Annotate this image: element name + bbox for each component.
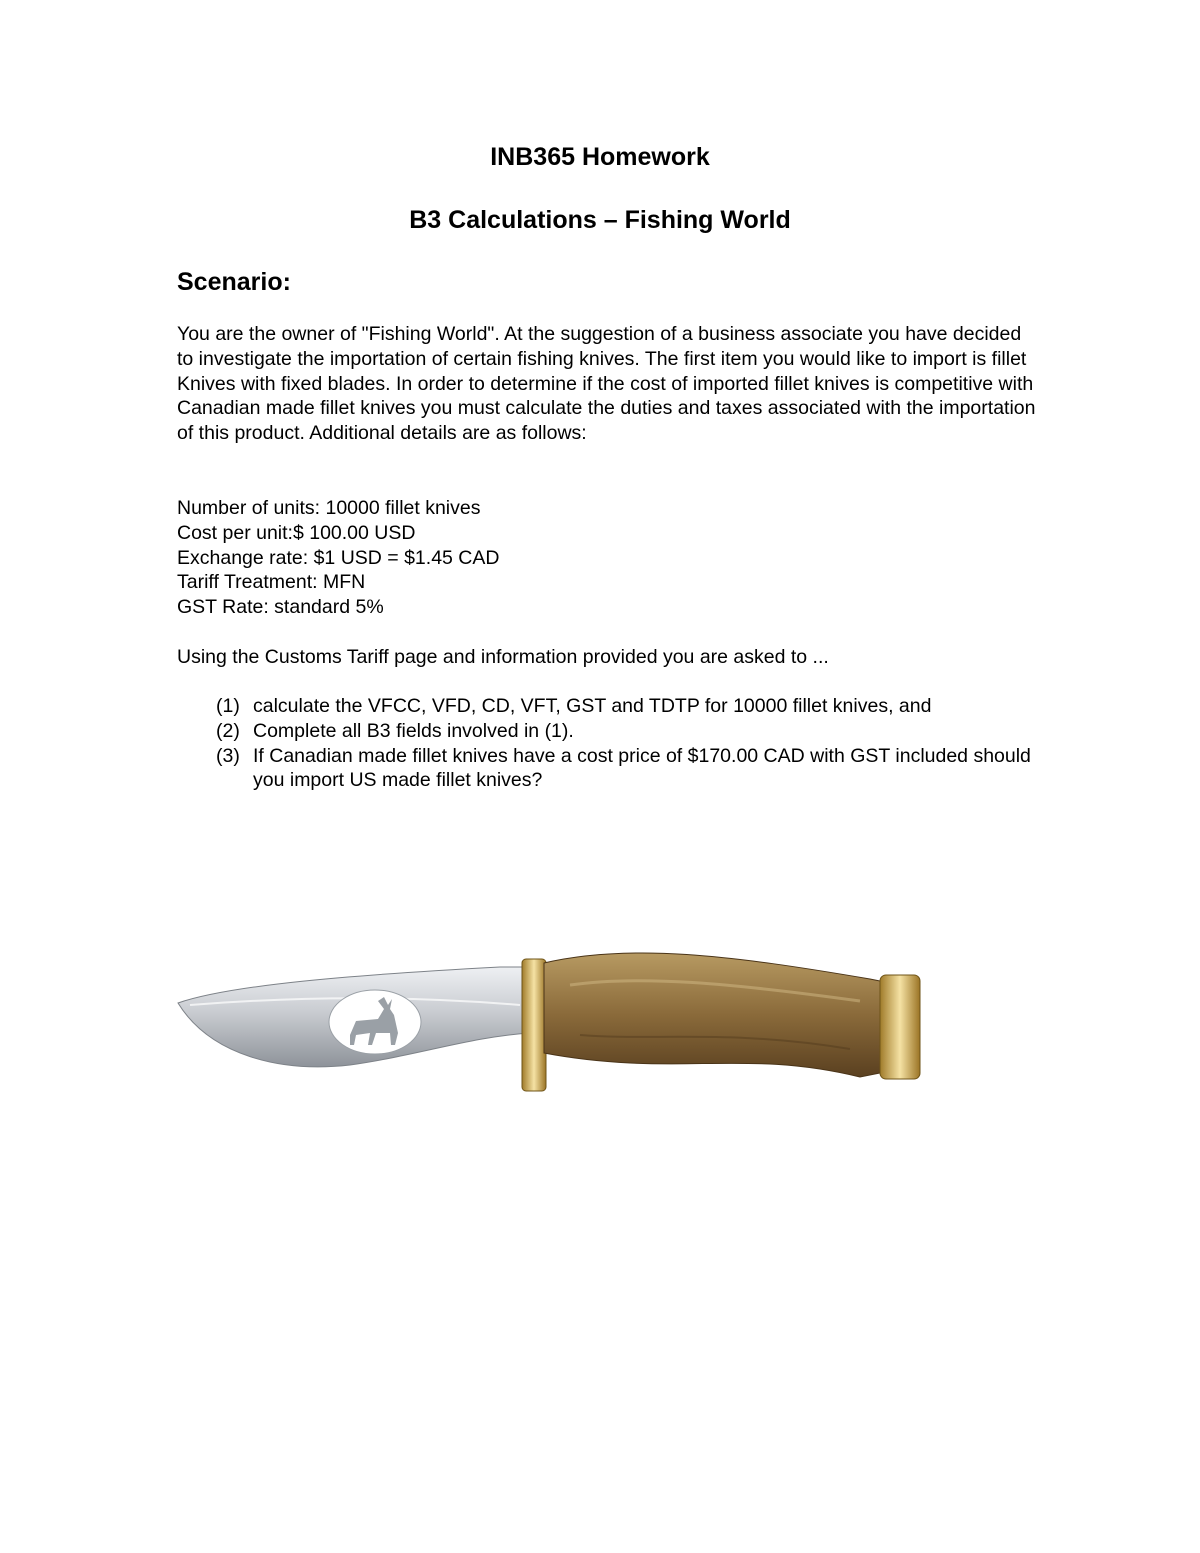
knife-pommel [880, 975, 920, 1079]
task-number: (3) [216, 744, 240, 767]
detail-units: Number of units: 10000 fillet knives [177, 497, 481, 519]
detail-exchange-rate: Exchange rate: $1 USD = $1.45 CAD [177, 546, 500, 569]
task-number: (1) [216, 695, 240, 717]
scenario-paragraph: You are the owner of "Fishing World". At the suggestion of a business associate you have decided to investigate the importation of certain fishing knives. The first item you would like to import is fillet Knives with fixed blades. In order to determine if the cost of imported fillet knives is competitive with Canadian made fillet knives you must calculate the duties and taxes associated with the importation of this product. Additional details are as follows: [177, 323, 1036, 445]
document-subtitle: B3 Calculations – Fishing World [409, 206, 791, 234]
task-list [216, 694, 1036, 793]
document-title: INB365 Homework [490, 143, 710, 171]
task-intro: Using the Customs Tariff page and information provided you are asked to ... [177, 646, 829, 668]
task-text: If Canadian made fillet knives have a cost price of $170.00 CAD with GST included should you import US made fillet knives? [253, 744, 1031, 792]
task-text: calculate the VFCC, VFD, CD, VFT, GST and TDTP for 10000 fillet knives, and [253, 695, 932, 717]
section-heading: Scenario: [177, 268, 291, 296]
task-item [216, 694, 1036, 719]
task-item [216, 744, 1036, 794]
detail-tariff: Tariff Treatment: MFN [177, 571, 366, 594]
knife-guard [522, 959, 546, 1091]
knife-illustration [170, 945, 930, 1105]
task-number: (2) [216, 719, 240, 742]
detail-cost: Cost per unit:$ 100.00 USD [177, 521, 416, 544]
knife-handle [544, 953, 890, 1077]
task-text: Complete all B3 fields involved in (1). [253, 719, 574, 742]
details-list [177, 496, 499, 620]
task-item [216, 719, 1036, 744]
detail-gst: GST Rate: standard 5% [177, 596, 384, 619]
